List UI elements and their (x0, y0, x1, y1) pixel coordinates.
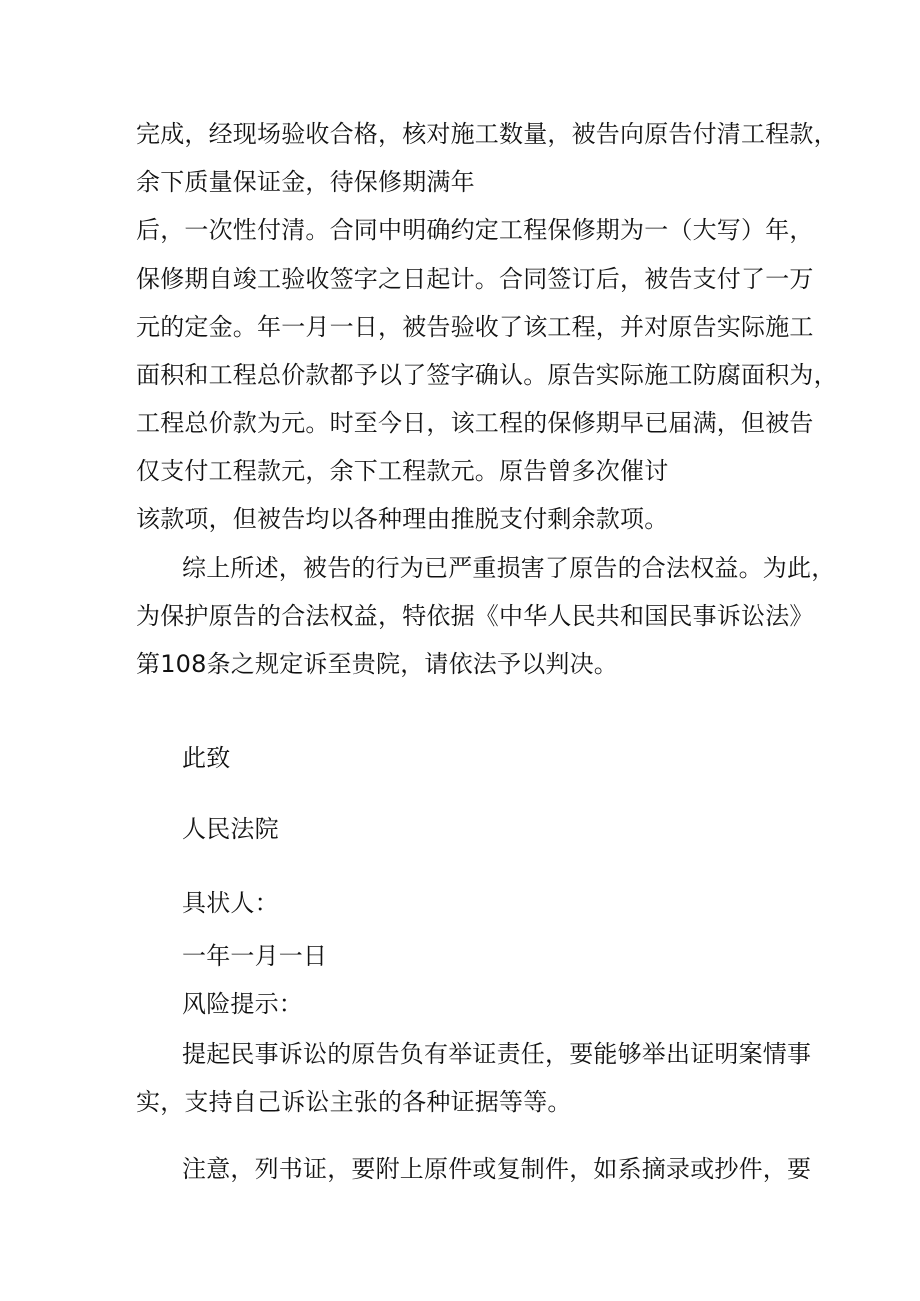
paragraph-line: 综上所述，被告的行为已严重损害了原告的合法权益。为此， (182, 554, 836, 582)
text-line: 保修期自竣工验收签字之日起计。合同签订后，被告支付了一万 (136, 265, 814, 293)
text-line: 完成，经现场验收合格，核对施工数量，被告向原告付清工程款， (136, 120, 838, 148)
text-line: 面积和工程总价款都予以了签字确认。原告实际施工防腐面积为， (136, 361, 838, 389)
court-line: 人民法院 (182, 815, 279, 843)
text-line: 余下质量保证金，待保修期满年 (136, 168, 475, 196)
signatory-line: 具状人： (182, 889, 279, 917)
paragraph-line: 注意，列书证，要附上原件或复制件，如系摘录或抄件，要 (182, 1155, 812, 1183)
text-line: 工程总价款为元。时至今日，该工程的保修期早已届满，但被告 (136, 409, 814, 437)
text-line: 为保护原告的合法权益，特依据《中华人民共和国民事诉讼法》 (136, 602, 814, 630)
text-line: 第108条之规定诉至贵院，请依法予以判决。 (136, 650, 619, 678)
text-line: 元的定金。年一月一日，被告验收了该工程，并对原告实际施工 (136, 313, 814, 341)
date-line: 一年一月一日 (182, 942, 328, 970)
text-line: 实，支持自己诉讼主张的各种证据等等。 (136, 1088, 572, 1116)
text-line: 该款项，但被告均以各种理由推脱支付剩余款项。 (136, 505, 669, 533)
paragraph-line: 提起民事诉讼的原告负有举证责任，要能够举出证明案情事 (182, 1040, 812, 1068)
risk-heading: 风险提示： (182, 990, 303, 1018)
text-line: 仅支付工程款元，余下工程款元。原告曾多次催讨 (136, 457, 669, 485)
text-line: 后，一次性付清。合同中明确约定工程保修期为一（大写）年， (136, 216, 814, 244)
salutation-line: 此致 (182, 744, 231, 772)
